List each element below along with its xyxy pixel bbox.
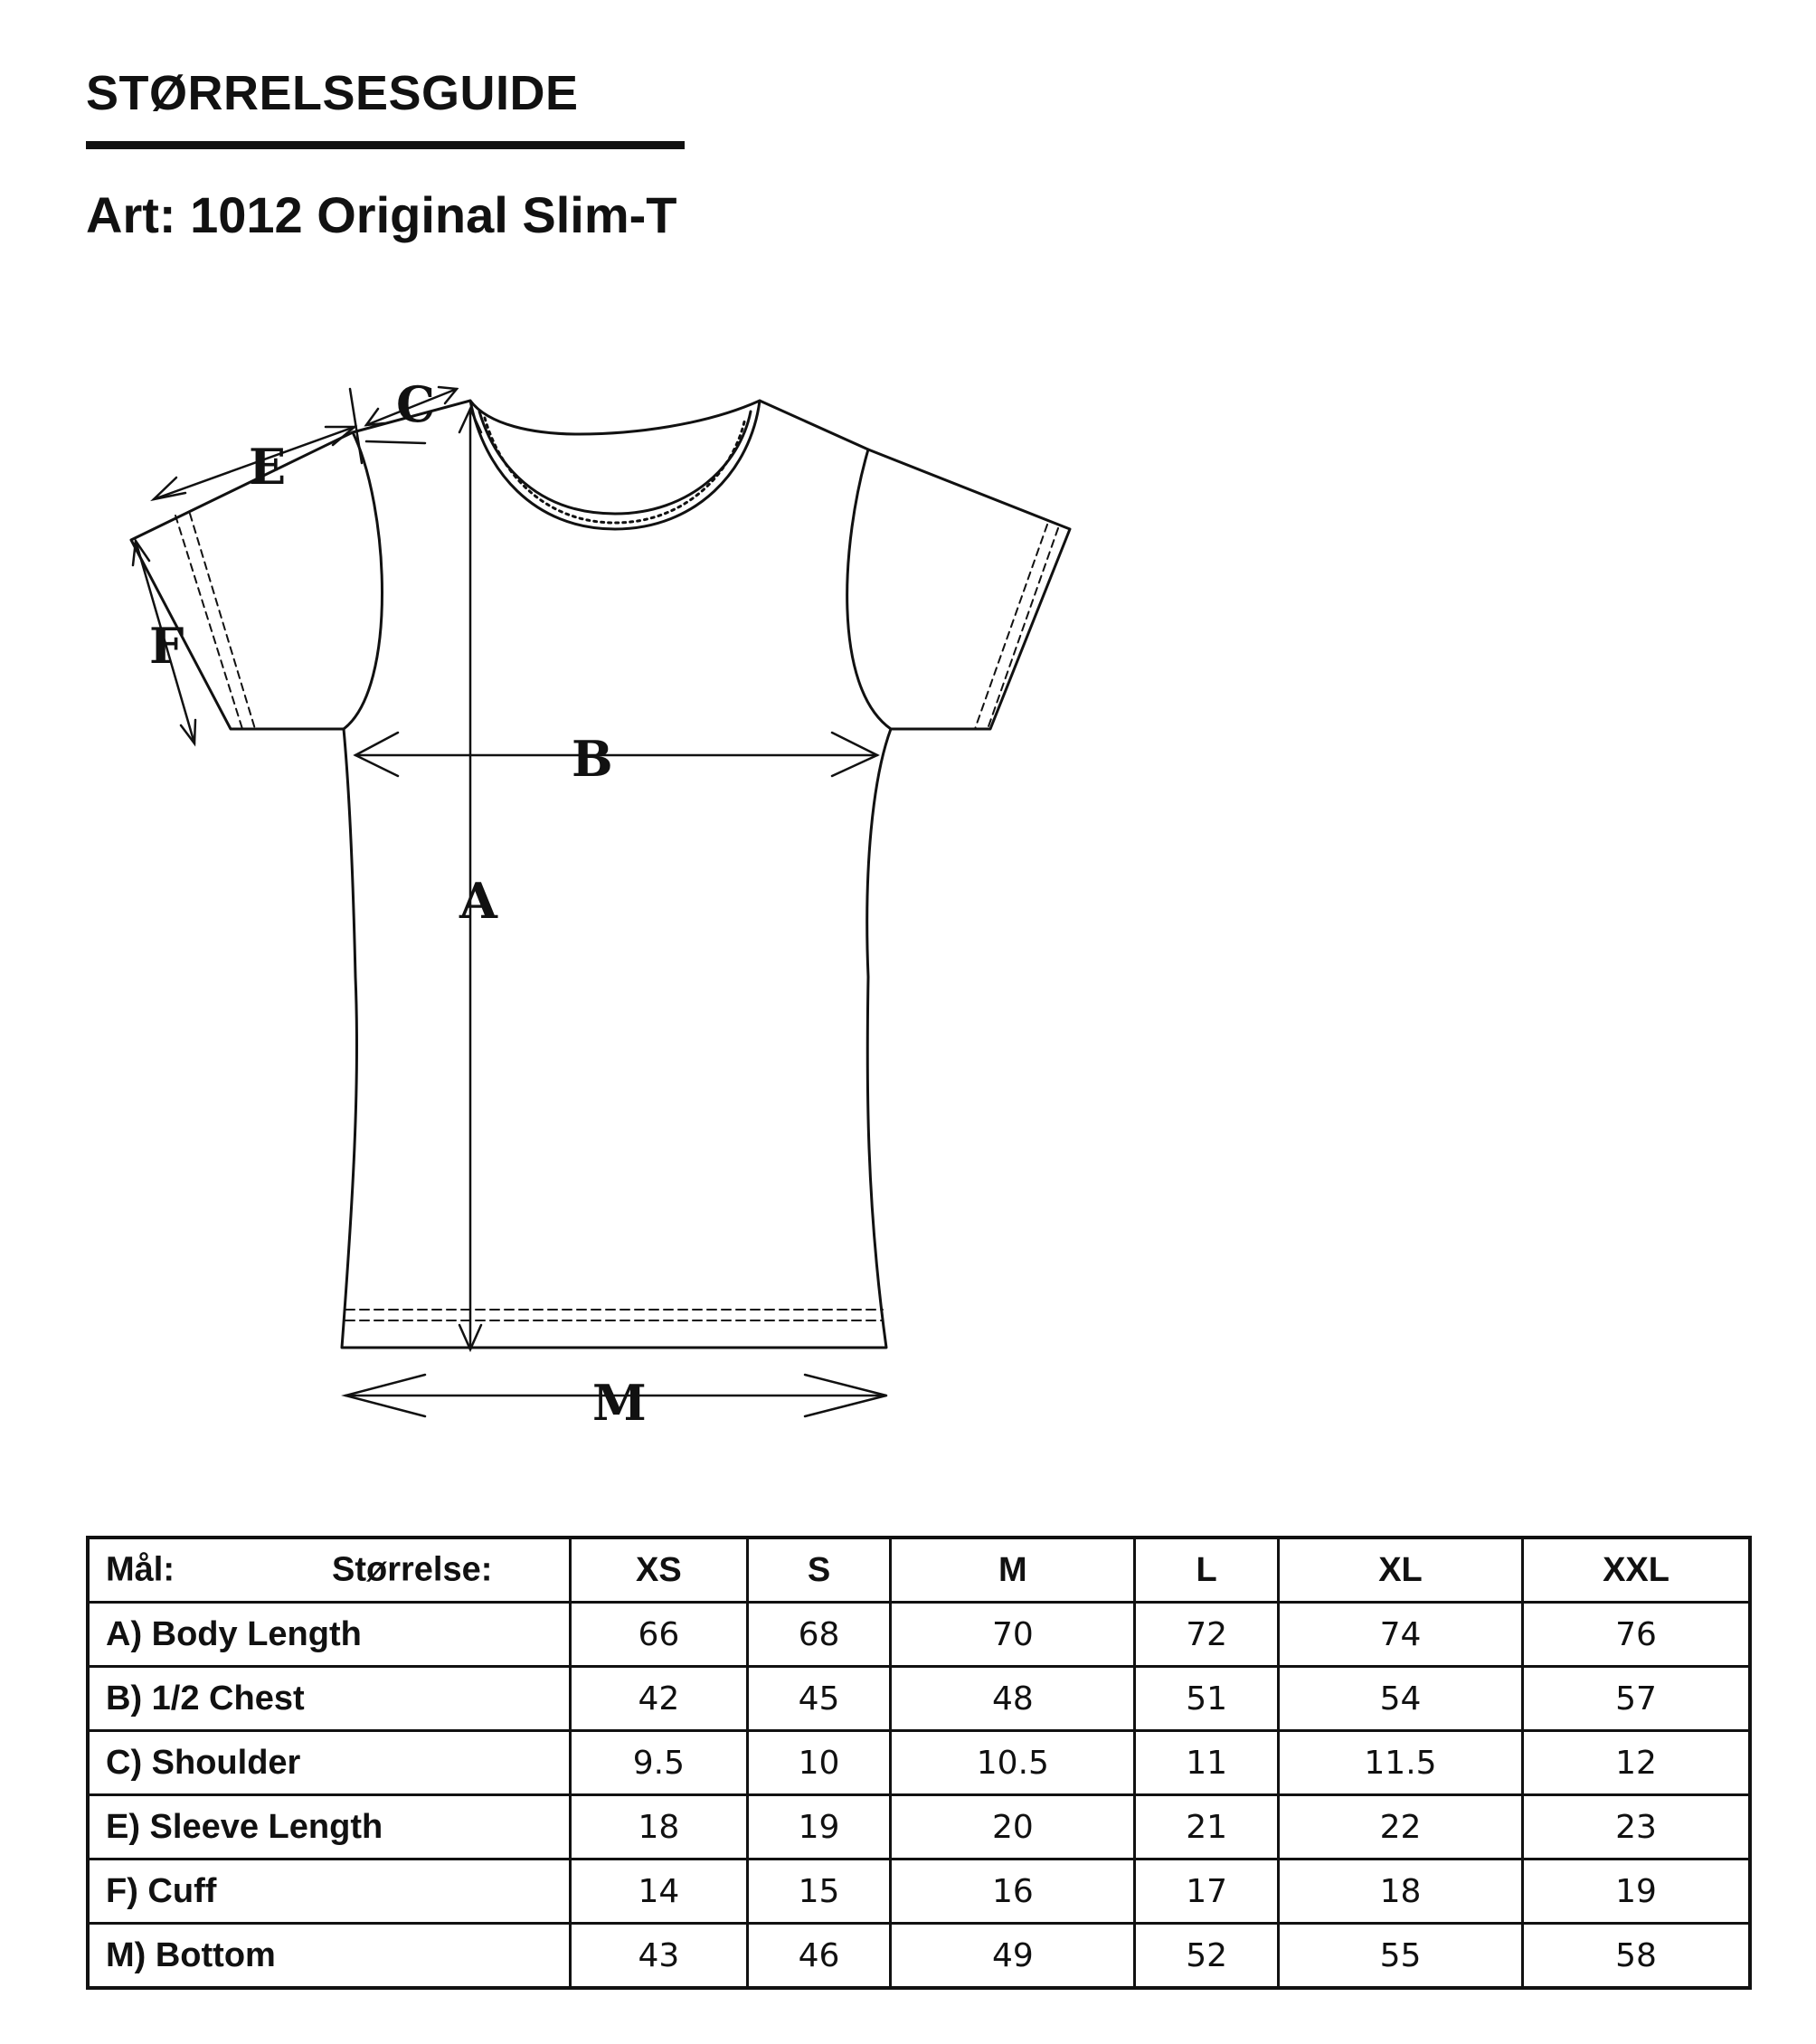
row-label: A) Body Length (88, 1603, 571, 1667)
table-row (88, 1924, 1750, 1989)
size-table (86, 1536, 1752, 1990)
table-cell: 12 (1523, 1731, 1750, 1795)
table-cell: 10 (747, 1731, 891, 1795)
size-header: XXL (1523, 1538, 1750, 1603)
table-cell: 58 (1523, 1924, 1750, 1989)
table-cell: 10.5 (891, 1731, 1135, 1795)
tshirt-outline (131, 401, 1070, 1348)
table-cell: 20 (891, 1795, 1135, 1859)
table-row (88, 1603, 1750, 1667)
table-row (88, 1731, 1750, 1795)
table-cell: 48 (891, 1667, 1135, 1731)
table-cell: 17 (1135, 1859, 1279, 1924)
table-cell: 9.5 (571, 1731, 748, 1795)
table-cell: 76 (1523, 1603, 1750, 1667)
measure-b-label: B (572, 730, 613, 788)
table-cell: 11.5 (1278, 1731, 1522, 1795)
table-cell: 55 (1278, 1924, 1522, 1989)
row-label: F) Cuff (88, 1859, 571, 1924)
size-header: S (747, 1538, 891, 1603)
table-cell: 57 (1523, 1667, 1750, 1731)
page-title: STØRRELSESGUIDE (86, 66, 579, 120)
size-header: L (1135, 1538, 1279, 1603)
table-cell: 42 (571, 1667, 748, 1731)
table-cell: 19 (747, 1795, 891, 1859)
table-cell: 52 (1135, 1924, 1279, 1989)
article-name: Art: 1012 Original Slim-T (86, 186, 677, 243)
row-label: C) Shoulder (88, 1731, 571, 1795)
table-cell: 49 (891, 1924, 1135, 1989)
table-cell: 19 (1523, 1859, 1750, 1924)
size-header: M (891, 1538, 1135, 1603)
table-cell: 45 (747, 1667, 891, 1731)
measure-column-header: Mål: (106, 1550, 175, 1589)
left-armhole (344, 432, 383, 729)
bottom-hem (345, 1310, 883, 1320)
table-cell: 22 (1278, 1795, 1522, 1859)
table-cell: 74 (1278, 1603, 1522, 1667)
right-armhole (847, 449, 891, 729)
row-label: B) 1/2 Chest (88, 1667, 571, 1731)
size-column-header: Størrelse: (332, 1550, 493, 1589)
table-cell: 72 (1135, 1603, 1279, 1667)
table-cell: 15 (747, 1859, 891, 1924)
left-sleeve-hem (175, 514, 255, 729)
row-label: E) Sleeve Length (88, 1795, 571, 1859)
table-row (88, 1795, 1750, 1859)
measure-f-label: F (149, 617, 184, 675)
size-header: XS (571, 1538, 748, 1603)
table-cell: 43 (571, 1924, 748, 1989)
right-sleeve-hem (975, 525, 1058, 729)
table-cell: 14 (571, 1859, 748, 1924)
measure-e-label: E (249, 438, 287, 496)
table-cell: 70 (891, 1603, 1135, 1667)
table-header-row (88, 1538, 1750, 1603)
table-corner-cell (88, 1538, 571, 1603)
measure-a-label: A (459, 872, 497, 930)
table-cell: 51 (1135, 1667, 1279, 1731)
table-cell: 21 (1135, 1795, 1279, 1859)
measure-m-label: M (592, 1374, 647, 1432)
table-cell: 54 (1278, 1667, 1522, 1731)
row-label: M) Bottom (88, 1924, 571, 1989)
size-header: XL (1278, 1538, 1522, 1603)
table-cell: 11 (1135, 1731, 1279, 1795)
table-cell: 23 (1523, 1795, 1750, 1859)
table-cell: 46 (747, 1924, 891, 1989)
table-cell: 16 (891, 1859, 1135, 1924)
measure-c-label: C (396, 375, 435, 433)
table-row (88, 1859, 1750, 1924)
collar-outer (470, 401, 760, 529)
table-cell: 18 (1278, 1859, 1522, 1924)
table-cell: 18 (571, 1795, 748, 1859)
table-cell: 66 (571, 1603, 748, 1667)
table-row (88, 1667, 1750, 1731)
table-cell: 68 (747, 1603, 891, 1667)
